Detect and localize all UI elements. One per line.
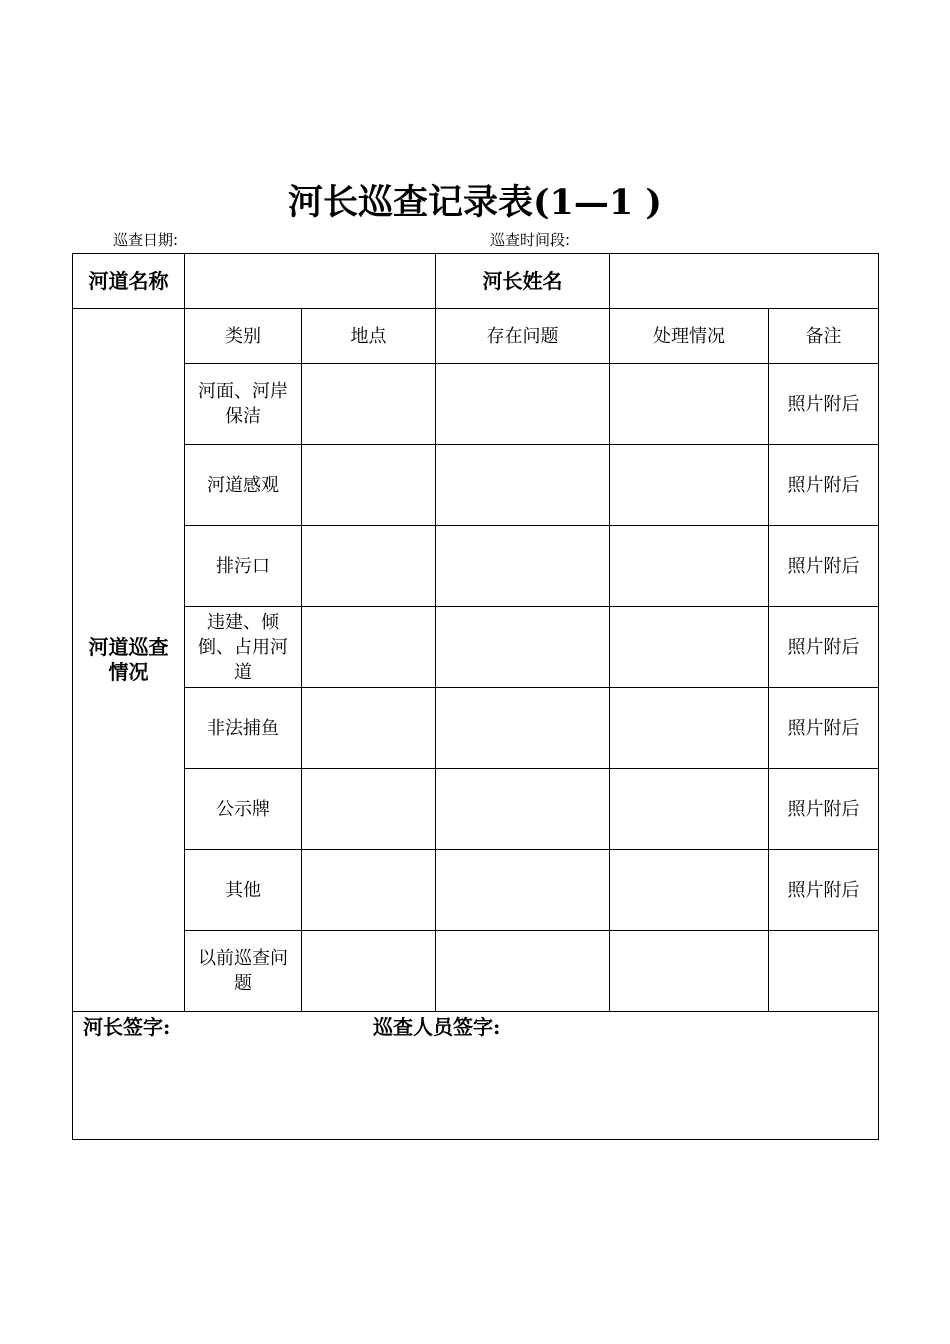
row-category: 其他	[185, 850, 302, 931]
header-row	[73, 254, 879, 309]
chief-name-value[interactable]	[610, 254, 879, 309]
row-handling[interactable]	[610, 688, 769, 769]
chief-name-label: 河长姓名	[436, 254, 610, 309]
row-category: 以前巡查问题	[185, 931, 302, 1012]
patrol-record-table	[72, 253, 879, 1140]
column-header-row	[73, 309, 879, 364]
row-issue[interactable]	[436, 688, 610, 769]
row-handling[interactable]	[610, 931, 769, 1012]
column-header-remark: 备注	[769, 309, 879, 364]
staff-signature-label: 巡查人员签字:	[373, 1015, 501, 1039]
row-issue[interactable]	[436, 445, 610, 526]
row-remark: 照片附后	[769, 850, 879, 931]
row-location[interactable]	[302, 445, 436, 526]
row-category: 河道感观	[185, 445, 302, 526]
row-location[interactable]	[302, 850, 436, 931]
row-remark: 照片附后	[769, 607, 879, 688]
row-category: 排污口	[185, 526, 302, 607]
row-handling[interactable]	[610, 364, 769, 445]
row-location[interactable]	[302, 769, 436, 850]
row-category: 非法捕鱼	[185, 688, 302, 769]
table-row	[73, 688, 879, 769]
row-issue[interactable]	[436, 769, 610, 850]
table-row	[73, 850, 879, 931]
table-row	[73, 769, 879, 850]
chief-signature-label: 河长签字:	[83, 1015, 171, 1039]
row-issue[interactable]	[436, 607, 610, 688]
row-location[interactable]	[302, 364, 436, 445]
row-issue[interactable]	[436, 526, 610, 607]
form-title: 河长巡查记录表(1—1 )	[287, 182, 662, 223]
table-row	[73, 607, 879, 688]
column-header-category: 类别	[185, 309, 302, 364]
table-row	[73, 364, 879, 445]
row-category: 违建、倾倒、占用河道	[185, 607, 302, 688]
row-remark: 照片附后	[769, 526, 879, 607]
row-remark: 照片附后	[769, 688, 879, 769]
river-name-label: 河道名称	[73, 254, 185, 309]
row-location[interactable]	[302, 931, 436, 1012]
section-label: 河道巡查情况	[73, 309, 185, 1012]
row-handling[interactable]	[610, 850, 769, 931]
row-handling[interactable]	[610, 526, 769, 607]
row-category: 河面、河岸保洁	[185, 364, 302, 445]
row-remark: 照片附后	[769, 445, 879, 526]
signature-row	[73, 1012, 879, 1140]
row-issue[interactable]	[436, 364, 610, 445]
row-issue[interactable]	[436, 850, 610, 931]
row-handling[interactable]	[610, 445, 769, 526]
row-remark: 照片附后	[769, 364, 879, 445]
row-remark: 照片附后	[769, 769, 879, 850]
patrol-time-label: 巡查时间段:	[490, 231, 571, 249]
row-location[interactable]	[302, 688, 436, 769]
row-handling[interactable]	[610, 607, 769, 688]
row-location[interactable]	[302, 526, 436, 607]
row-category: 公示牌	[185, 769, 302, 850]
table-row	[73, 526, 879, 607]
river-name-value[interactable]	[185, 254, 436, 309]
table-row	[73, 445, 879, 526]
signature-area[interactable]	[73, 1012, 879, 1140]
column-header-issue: 存在问题	[436, 309, 610, 364]
column-header-location: 地点	[302, 309, 436, 364]
row-location[interactable]	[302, 607, 436, 688]
table-row	[73, 931, 879, 1012]
patrol-date-label: 巡查日期:	[113, 231, 179, 249]
column-header-handling: 处理情况	[610, 309, 769, 364]
row-issue[interactable]	[436, 931, 610, 1012]
row-handling[interactable]	[610, 769, 769, 850]
row-remark	[769, 931, 879, 1012]
